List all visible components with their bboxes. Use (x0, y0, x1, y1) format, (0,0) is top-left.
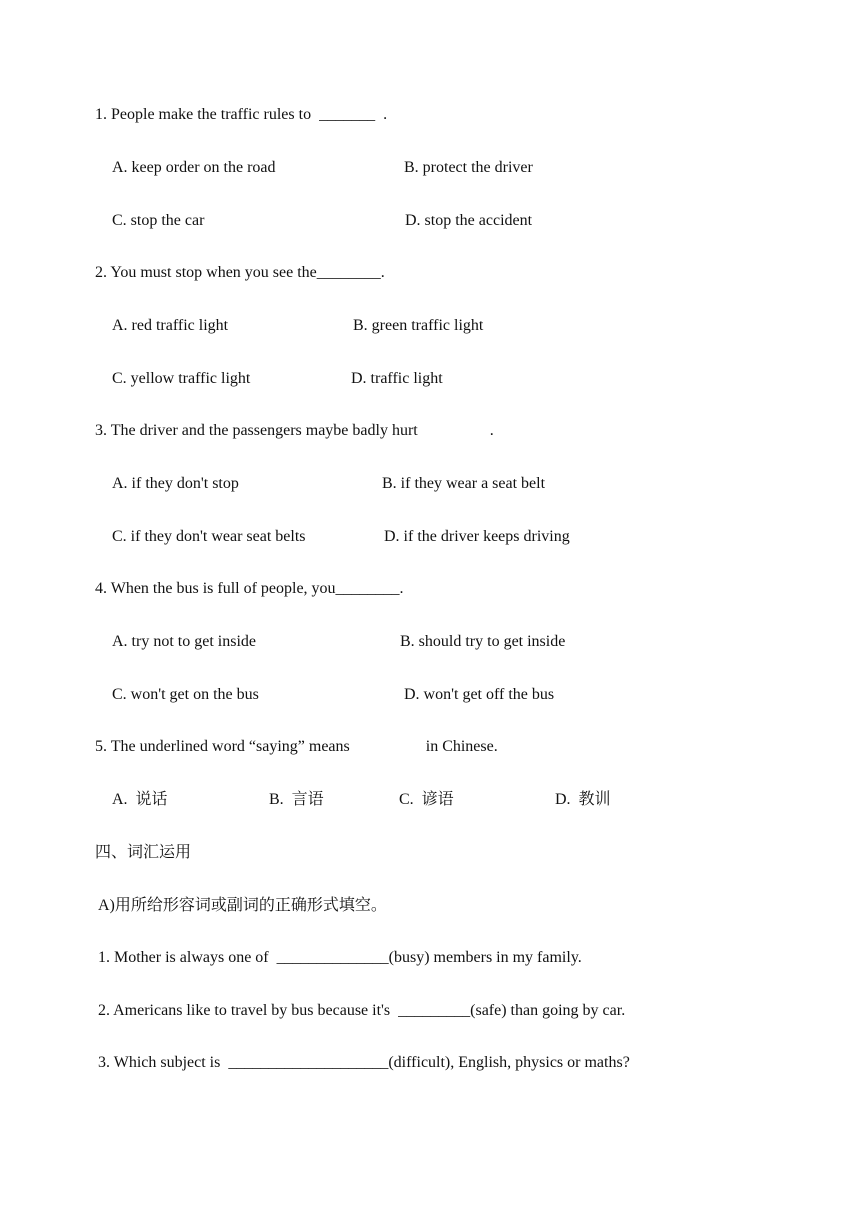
question-5-option-c: C. 谚语 (399, 791, 454, 808)
vocab-item-2: 2. Americans like to travel by bus because it's _________(safe) than going by car. (98, 1002, 626, 1019)
question-5-option-a: A. 说话 (112, 791, 168, 808)
question-3-option-b: B. if they wear a seat belt (382, 475, 546, 492)
question-2-option-b: B. green traffic light (353, 317, 484, 334)
question-5-option-d: D. 教训 (555, 791, 611, 808)
vocab-item-3: 3. Which subject is ____________________(difficult), English, physics or maths? (98, 1054, 630, 1071)
question-1-option-b: B. protect the driver (404, 159, 533, 176)
question-5-stem: 5. The underlined word “saying” means in Chinese. (95, 738, 498, 755)
question-4-stem: 4. When the bus is full of people, you________. (95, 580, 404, 597)
section-4-part-a-instruction: A)用所给形容词或副词的正确形式填空。 (98, 897, 387, 914)
question-4-option-c: C. won't get on the bus (112, 686, 259, 703)
question-3-option-d: D. if the driver keeps driving (384, 528, 570, 545)
question-1-stem: 1. People make the traffic rules to _______ . (95, 106, 388, 123)
question-4-option-b: B. should try to get inside (400, 633, 566, 650)
question-2-option-a: A. red traffic light (112, 317, 229, 334)
question-2-option-c: C. yellow traffic light (112, 370, 251, 387)
section-4-heading: 四、词汇运用 (95, 844, 192, 861)
question-1-option-c: C. stop the car (112, 212, 205, 229)
question-3-option-a: A. if they don't stop (112, 475, 239, 492)
question-4-option-a: A. try not to get inside (112, 633, 256, 650)
question-2-stem: 2. You must stop when you see the________. (95, 264, 385, 281)
question-3-stem: 3. The driver and the passengers maybe badly hurt . (95, 422, 494, 439)
question-5-option-b: B. 言语 (269, 791, 324, 808)
question-4-option-d: D. won't get off the bus (404, 686, 555, 703)
question-3-option-c: C. if they don't wear seat belts (112, 528, 306, 545)
vocab-item-1: 1. Mother is always one of ______________(busy) members in my family. (98, 949, 582, 966)
question-1-option-d: D. stop the accident (405, 212, 533, 229)
question-1-option-a: A. keep order on the road (112, 159, 276, 176)
question-2-option-d: D. traffic light (351, 370, 443, 387)
